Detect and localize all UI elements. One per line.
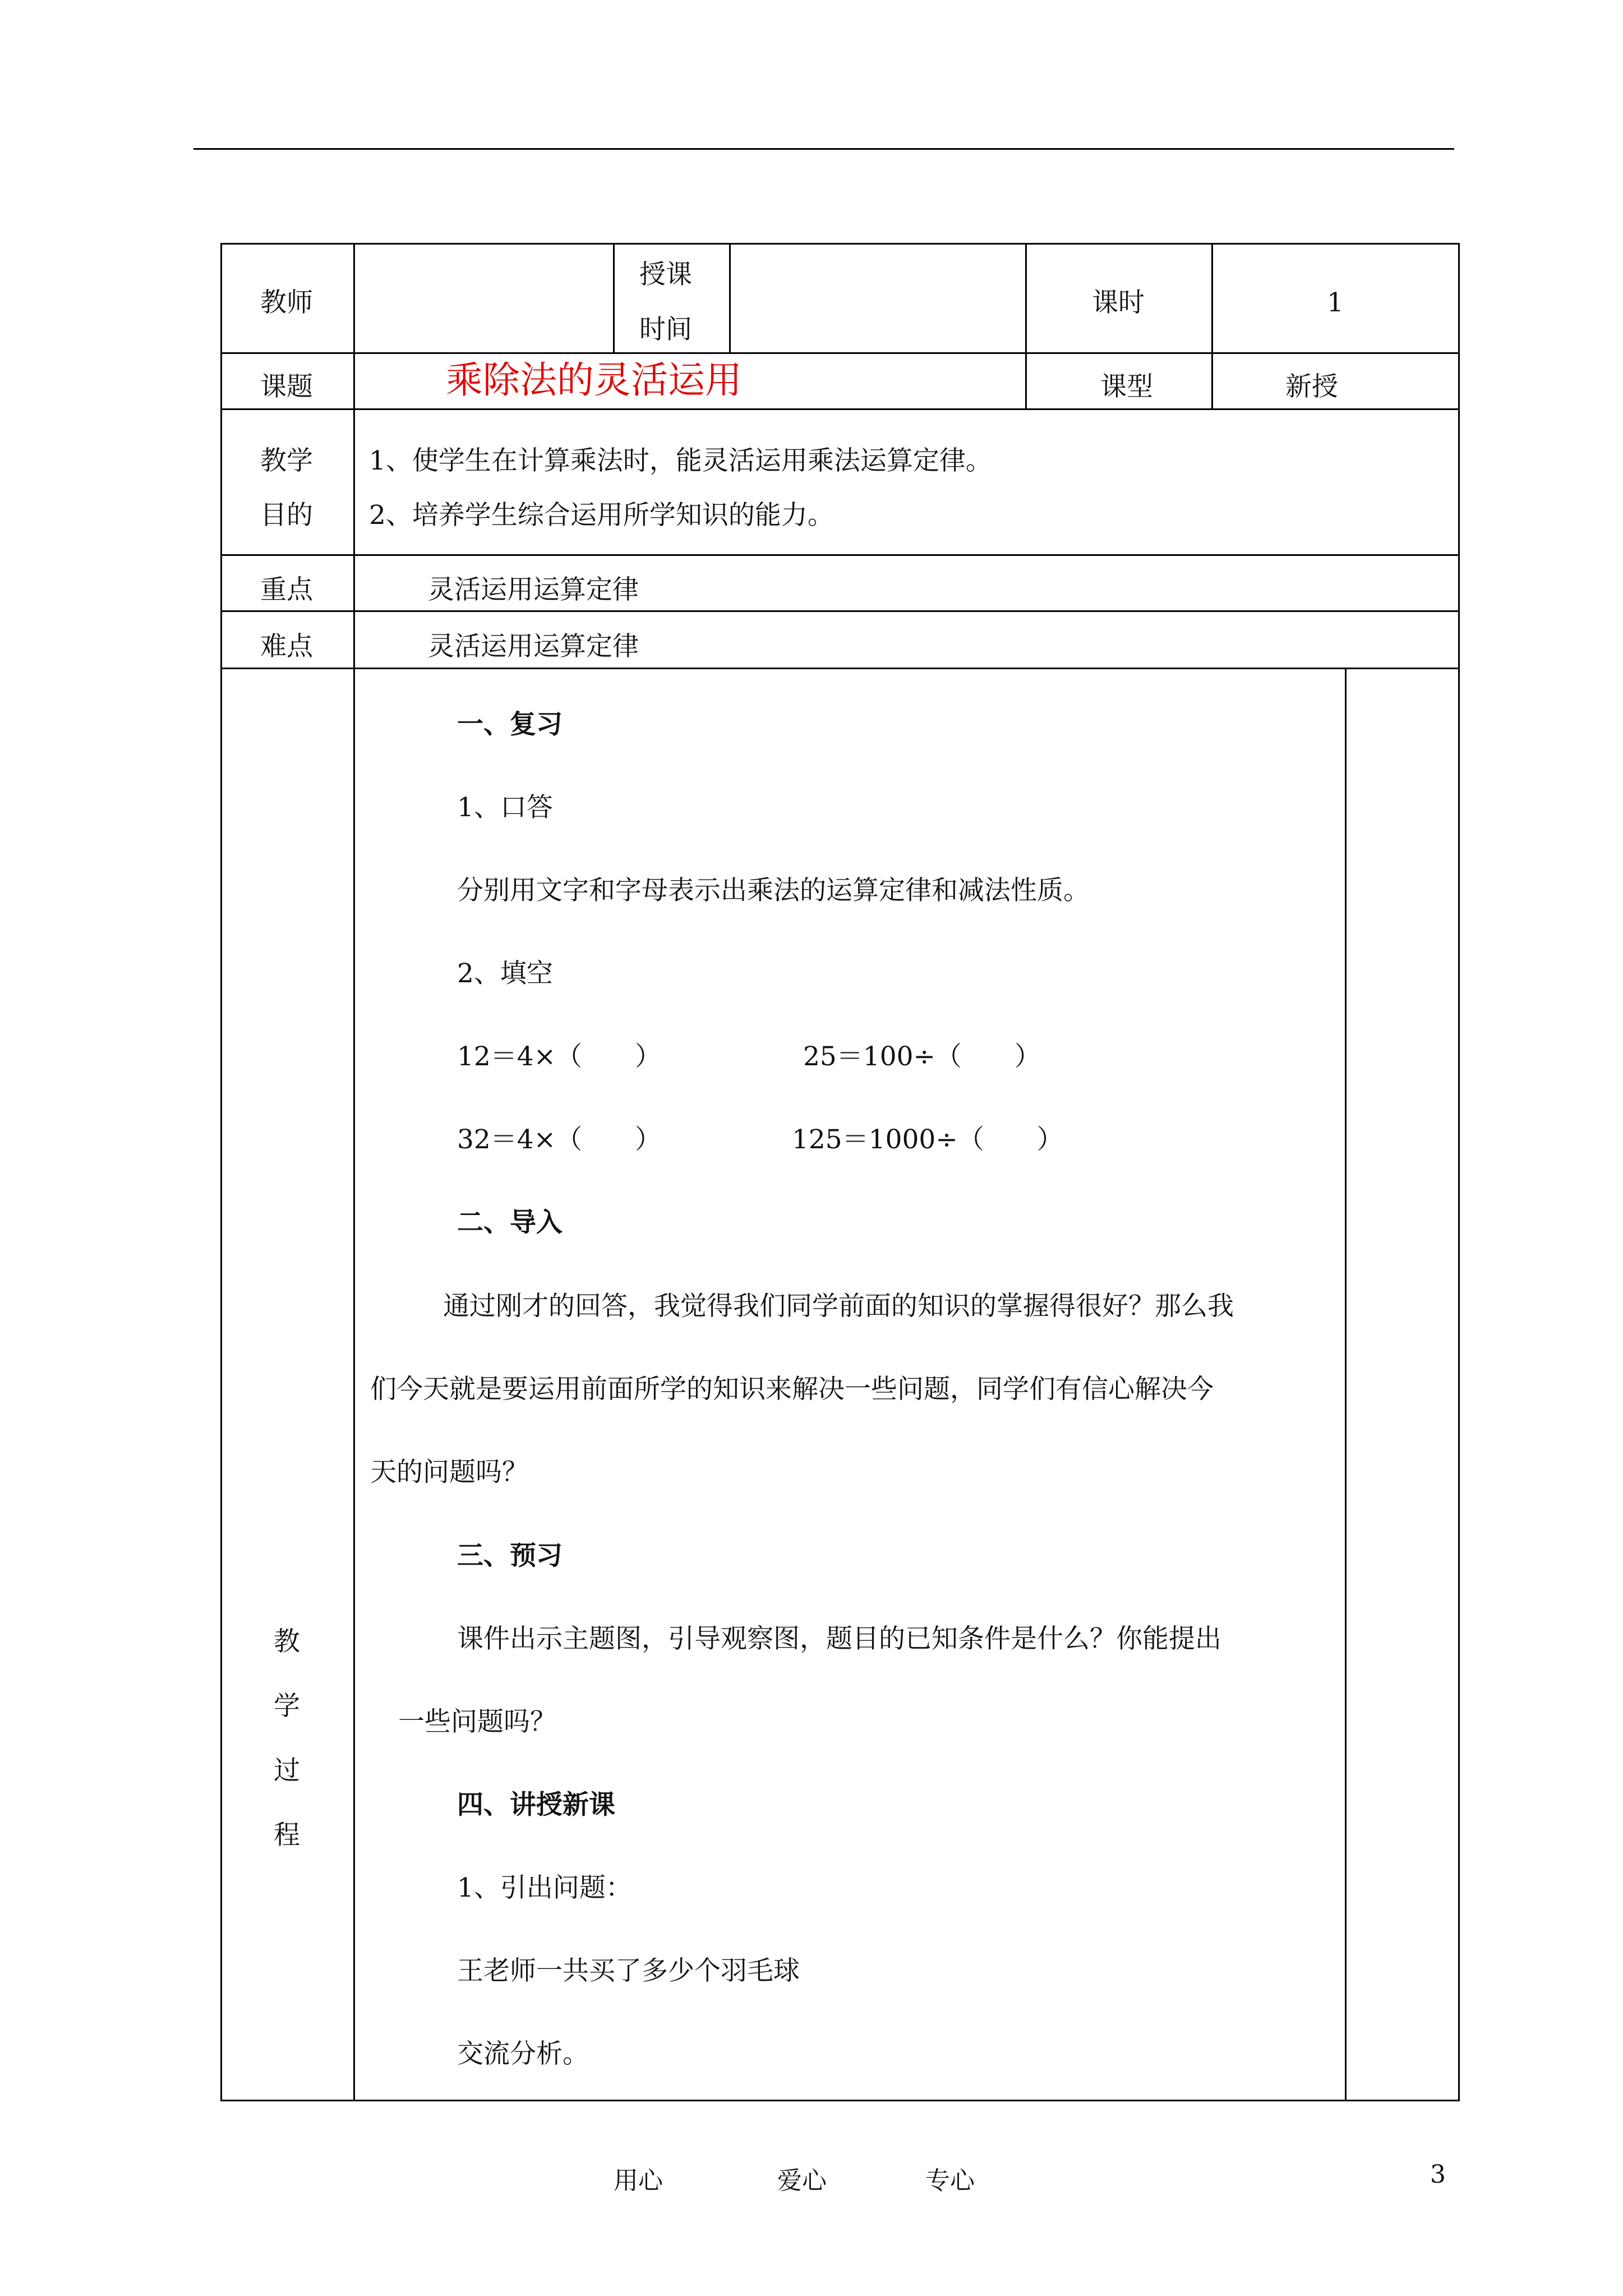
footer-word: 用心 bbox=[614, 2166, 663, 2195]
period-value: 1 bbox=[1327, 287, 1344, 318]
row-divider bbox=[220, 408, 1460, 410]
column-divider bbox=[613, 243, 615, 352]
lesson-line: 王老师一共买了多少个羽毛球 bbox=[457, 1955, 800, 1986]
lesson-title: 乘除法的灵活运用 bbox=[446, 358, 742, 402]
class-time-label: 授课 bbox=[639, 259, 692, 290]
lesson-type-value: 新授 bbox=[1285, 371, 1338, 402]
section-title-new-lesson: 四、讲授新课 bbox=[457, 1789, 615, 1820]
lesson-type-label: 课型 bbox=[1100, 371, 1153, 402]
row-divider bbox=[220, 668, 1460, 669]
preview-line: 一些问题吗？ bbox=[398, 1706, 556, 1737]
column-divider bbox=[1211, 243, 1213, 408]
intro-line: 们今天就是要运用前面所学的知识来解决一些问题，同学们有信心解决今 bbox=[370, 1374, 1214, 1405]
equation: 32＝4×（ ） bbox=[457, 1124, 662, 1155]
lesson-item: 1、引出问题： bbox=[457, 1872, 632, 1903]
page-number: 3 bbox=[1430, 2160, 1446, 2189]
difficulty-label: 难点 bbox=[260, 631, 313, 662]
goals-label-2: 目的 bbox=[260, 500, 313, 531]
difficulty-value: 灵活运用运算定律 bbox=[428, 631, 639, 662]
footer-word: 专心 bbox=[925, 2166, 975, 2195]
row-divider bbox=[220, 554, 1460, 556]
row-divider bbox=[220, 610, 1460, 612]
header-rule bbox=[193, 148, 1454, 150]
review-item: 2、填空 bbox=[457, 958, 553, 989]
equation: 12＝4×（ ） bbox=[457, 1041, 662, 1072]
goal-line: 2、培养学生综合运用所学知识的能力。 bbox=[369, 500, 834, 531]
process-label-char: 教 bbox=[274, 1626, 300, 1657]
intro-line: 天的问题吗？ bbox=[370, 1457, 528, 1488]
teacher-label: 教师 bbox=[260, 287, 313, 318]
column-divider bbox=[353, 243, 355, 2101]
process-label-char: 学 bbox=[274, 1691, 300, 1722]
review-text: 分别用文字和字母表示出乘法的运算定律和减法性质。 bbox=[457, 875, 1090, 906]
process-label-char: 过 bbox=[274, 1755, 300, 1786]
section-title-review: 一、复习 bbox=[457, 709, 562, 740]
key-point-value: 灵活运用运算定律 bbox=[428, 574, 639, 605]
equation: 125＝1000÷（ ） bbox=[792, 1124, 1063, 1155]
review-item: 1、口答 bbox=[457, 792, 553, 823]
class-time-label-2: 时间 bbox=[639, 314, 692, 345]
key-point-label: 重点 bbox=[260, 574, 313, 605]
row-divider bbox=[220, 352, 1460, 354]
intro-line: 通过刚才的回答，我觉得我们同学前面的知识的掌握得很好？那么我 bbox=[443, 1291, 1234, 1322]
process-label-char: 程 bbox=[274, 1820, 300, 1851]
goals-label: 教学 bbox=[260, 445, 313, 476]
footer-word: 爱心 bbox=[777, 2166, 827, 2195]
preview-line: 课件出示主题图，引导观察图，题目的已知条件是什么？你能提出 bbox=[457, 1623, 1221, 1654]
column-divider bbox=[729, 243, 731, 352]
column-divider bbox=[1345, 668, 1347, 2101]
section-title-intro: 二、导入 bbox=[457, 1207, 562, 1238]
equation: 25＝100÷（ ） bbox=[803, 1041, 1041, 1072]
section-title-preview: 三、预习 bbox=[457, 1540, 562, 1571]
topic-label: 课题 bbox=[260, 371, 313, 402]
period-label: 课时 bbox=[1092, 287, 1145, 318]
lesson-line: 交流分析。 bbox=[457, 2039, 589, 2069]
column-divider bbox=[1025, 243, 1027, 408]
goal-line: 1、使学生在计算乘法时，能灵活运用乘法运算定律。 bbox=[369, 445, 992, 476]
